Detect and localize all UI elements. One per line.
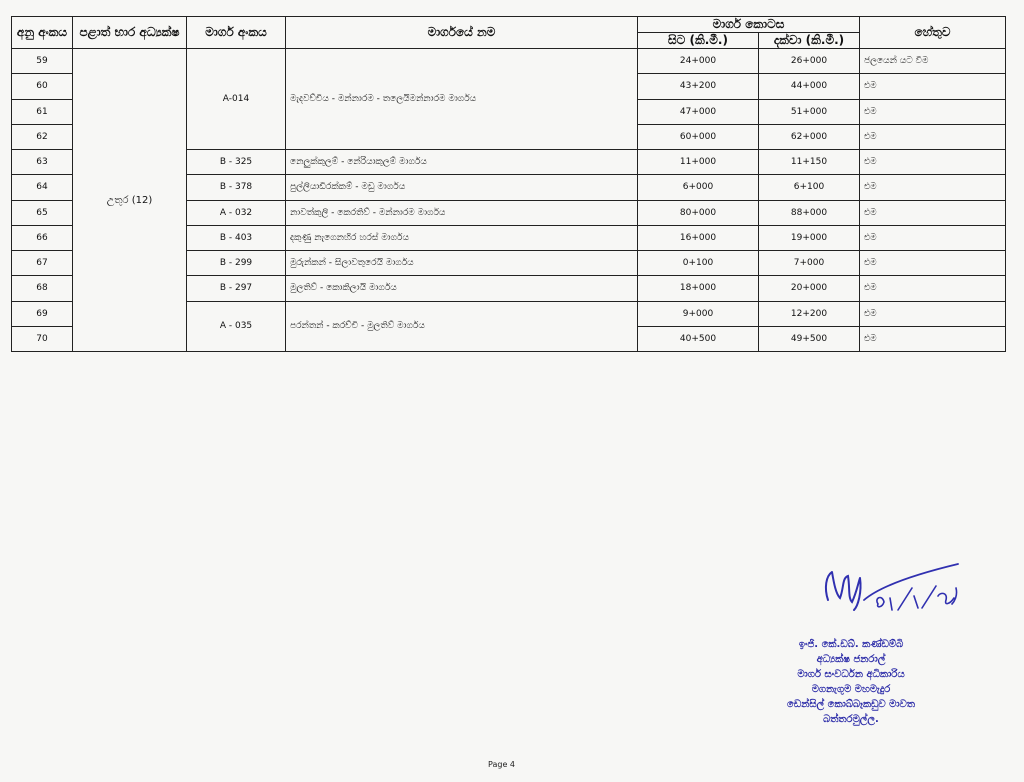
road-code-cell: B - 299	[187, 251, 286, 276]
serial-cell: 67	[12, 251, 73, 276]
header-section: මාර්ග කොටස	[638, 17, 860, 33]
road-code-cell: A - 035	[187, 301, 286, 352]
to-km-cell: 51+000	[759, 99, 860, 124]
to-km-cell: 11+150	[759, 150, 860, 175]
road-name-cell: නාවත්කුලි - කෙරතිව් - මන්නාරම මාර්ගය	[286, 200, 638, 225]
reason-cell: එම	[860, 200, 1006, 225]
road-closure-table	[11, 16, 1006, 352]
road-name-cell: පරන්තන් - කරච්චි - මුලතිව් මාර්ගය	[286, 301, 638, 352]
reason-cell: එම	[860, 326, 1006, 351]
from-km-cell: 40+500	[638, 326, 759, 351]
serial-cell: 59	[12, 49, 73, 74]
road-name-cell: පුල්ලියාඩිරක්කම් - මඩු මාර්ගය	[286, 175, 638, 200]
serial-cell: 61	[12, 99, 73, 124]
road-code-cell: B - 378	[187, 175, 286, 200]
reason-cell: එම	[860, 150, 1006, 175]
from-km-cell: 43+200	[638, 74, 759, 99]
official-stamp	[736, 637, 966, 727]
road-name-cell: මැදවච්චිය - මන්නාරම - තලෙයිමන්නාරම මාර්ගය	[286, 49, 638, 150]
page-number: Page 4	[488, 760, 515, 769]
to-km-cell: 19+000	[759, 225, 860, 250]
from-km-cell: 47+000	[638, 99, 759, 124]
stamp-line: මාර්ග සංවර්ධන අධිකාරිය	[797, 669, 905, 680]
serial-cell: 63	[12, 150, 73, 175]
serial-cell: 70	[12, 326, 73, 351]
serial-cell: 68	[12, 276, 73, 301]
reason-cell: එම	[860, 276, 1006, 301]
road-name-cell: මුරුන්කන් - සිලාවතුරෙයි මාර්ගය	[286, 251, 638, 276]
from-km-cell: 0+100	[638, 251, 759, 276]
header-reason: හේතුව	[860, 17, 1006, 49]
header-division: පළාත් භාර අධ්‍යක්ෂ	[73, 17, 187, 49]
from-km-cell: 18+000	[638, 276, 759, 301]
road-code-cell: A - 032	[187, 200, 286, 225]
header-from: සිට (කි.මී.)	[638, 33, 759, 49]
to-km-cell: 44+000	[759, 74, 860, 99]
reason-cell: එම	[860, 175, 1006, 200]
serial-cell: 64	[12, 175, 73, 200]
reason-cell: එම	[860, 301, 1006, 326]
to-km-cell: 12+200	[759, 301, 860, 326]
reason-cell: එම	[860, 124, 1006, 149]
to-km-cell: 62+000	[759, 124, 860, 149]
to-km-cell: 20+000	[759, 276, 860, 301]
reason-cell: එම	[860, 99, 1006, 124]
road-name-cell: නෙලුක්කුලම් - නේරියාකුලම් මාර්ගය	[286, 150, 638, 175]
stamp-line: අධ්‍යක්ෂ ජනරාල්	[816, 654, 886, 665]
stamp-line: ඩෙන්සිල් කොබ්බෑකඩුව මාවත	[787, 699, 915, 710]
reason-cell: එම	[860, 74, 1006, 99]
stamp-line: මගනැගුම මහමැදුර	[811, 684, 891, 695]
to-km-cell: 88+000	[759, 200, 860, 225]
header-road-code: මාර්ග අංකය	[187, 17, 286, 49]
reason-cell: එම	[860, 225, 1006, 250]
table-header-row	[12, 17, 1006, 33]
stamp-line: ඉංජි. කේ.ඩබ්. කණ්ඩම්බි	[798, 639, 904, 650]
to-km-cell: 7+000	[759, 251, 860, 276]
reason-cell: එම	[860, 251, 1006, 276]
from-km-cell: 9+000	[638, 301, 759, 326]
road-code-cell: B - 297	[187, 276, 286, 301]
division-cell: උතුර (12)	[73, 49, 187, 352]
serial-cell: 60	[12, 74, 73, 99]
road-name-cell: මුලතිව් - කොකිලායි මාර්ගය	[286, 276, 638, 301]
from-km-cell: 6+000	[638, 175, 759, 200]
header-to: දක්වා (කි.මී.)	[759, 33, 860, 49]
table-row	[12, 49, 1006, 74]
road-code-cell: B - 325	[187, 150, 286, 175]
header-serial: අනු අංකය	[12, 17, 73, 49]
road-code-cell: B - 403	[187, 225, 286, 250]
from-km-cell: 16+000	[638, 225, 759, 250]
stamp-line: බත්තරමුල්ල.	[823, 714, 879, 725]
serial-cell: 66	[12, 225, 73, 250]
reason-cell: ජලයෙන් යට වීම	[860, 49, 1006, 74]
from-km-cell: 24+000	[638, 49, 759, 74]
road-code-cell: A-014	[187, 49, 286, 150]
serial-cell: 65	[12, 200, 73, 225]
from-km-cell: 11+000	[638, 150, 759, 175]
handwritten-signature	[818, 558, 968, 614]
road-name-cell: දකුණු නැගෙනහිර හරස් මාර්ගය	[286, 225, 638, 250]
header-road-name: මාර්ගයේ නම	[286, 17, 638, 49]
to-km-cell: 6+100	[759, 175, 860, 200]
serial-cell: 62	[12, 124, 73, 149]
serial-cell: 69	[12, 301, 73, 326]
from-km-cell: 80+000	[638, 200, 759, 225]
from-km-cell: 60+000	[638, 124, 759, 149]
to-km-cell: 26+000	[759, 49, 860, 74]
to-km-cell: 49+500	[759, 326, 860, 351]
